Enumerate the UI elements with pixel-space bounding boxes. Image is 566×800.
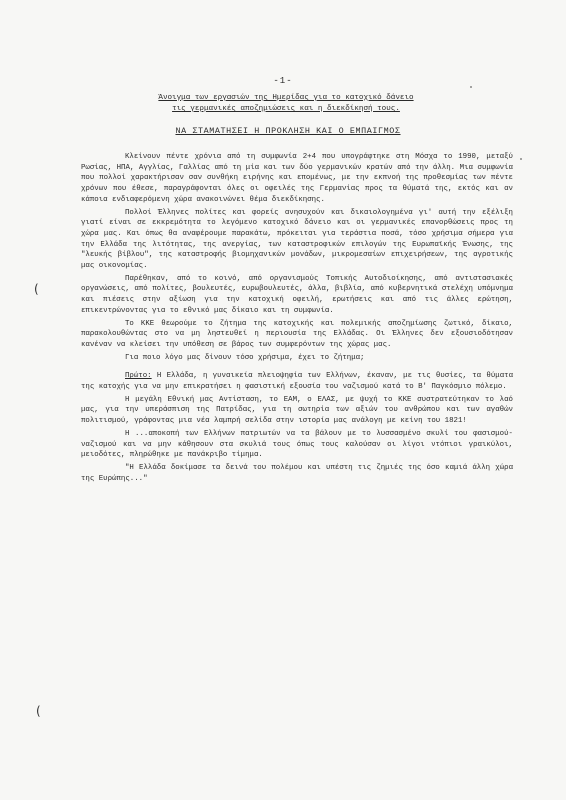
margin-bracket-mark: ( (36, 704, 41, 718)
document-subtitle: ΝΑ ΣΤΑΜΑΤΗΣΕΙ Η ΠΡΟΚΛΗΣΗ ΚΑΙ Ο ΕΜΠΑΙΓΜΟΣ (175, 126, 401, 136)
paragraph: Η ...αποκοπή των Ελλήνων πατριωτών να τα βάλουν με το λυσσασμένο σκυλί του φασισμού-ναζισμού και να μην κάθησουν στα σκυλιά τους όπως τους καλούσαν οι λίγοι ντόπιοι γραικύλοι, μειοδότες, πληρώθηκε με πανάκριβο τίμημα. (81, 429, 513, 460)
paragraph: Το ΚΚΕ θεωρούμε το ζήτημα της κατοχικής και πολεμικής αποζημίωσης ζωτικό, δίκαιο, παρακολουθώντας στο να μη ληστευθεί η περιουσία της Ελλάδας. Οι Έλληνες δεν εξουσιοδότησαν κανέναν να κλείσει την υπόθεση σε βάρος των συμφερόντων της χώρας μας. (81, 319, 513, 349)
paragraph: Η μεγάλη Εθνική μας Αντίσταση, το ΕΑΜ, ο ΕΛΑΣ, με ψυχή το ΚΚΕ συστρατεύτηκαν το λαό μας, για την υπεράσπιση της Πατρίδας, για τη σωτηρία των αξιών του ανθρώπου και των αγαθών πολιτισμού, γράφοντας μια νέα λαμπρή σελίδα στην ιστορία μας ανάλογη με κείνη του 1821! (81, 395, 513, 426)
paragraph: Πολλοί Έλληνες πολίτες και φορείς ανησυχούν και δικαιολογημένα γι' αυτή την εξέλιξη γιατί είναι σε εκκρεμότητα το λεγόμενο κατοχικό δάνειο και οι γερμανικές επανορθώσεις προς τη χώρα μας. Και όπως θα αναφέρουμε παρακάτω, πρόκειται για τεράστια ποσά, τόσο χρήσιμα σήμερα για την Ελλάδα της λιτότητας, της ανεργίας, των καταστροφικών επιλογών της Ευρωπαϊκής Ένωσης, της "λευκής βίβλου", της καταστροφής βιομηχανικών μονάδων, μικρομεσαίων επιχειρήσεων, της αγροτικής μας οικονομίας. (81, 208, 513, 271)
paragraph (81, 371, 513, 392)
margin-bracket-mark: ( (34, 282, 39, 296)
document-body (81, 152, 513, 486)
paragraph: "Η Ελλάδα δοκίμασε τα δεινά του πολέμου και υπέστη τις ζημιές της όσο καμιά άλλη χώρα της Ευρώπης..." (81, 463, 513, 483)
header-line: Άνοιγμα των εργασιών της Ημερίδας για το κατοχικό δάνειο (158, 94, 414, 102)
paragraph: Για ποιο λόγο μας δίνουν τόσο χρήσιμα, έχει το ζήτημα; (125, 353, 365, 362)
paragraph-rest: Η Ελλάδα, η γυναικεία πλειοψηφία των Ελλήνων, έκαναν, με τις θυσίες, τα θύματα της κατοχής για να μην επικρατήσει η φασιστική εξουσία του ναζισμού κατά το Β' Παγκόσμιο πόλεμο. (81, 372, 513, 392)
header-line: τις γερμανικές αποζημιώσεις και η διεκδίκησή τους. (172, 105, 400, 113)
underlined-lead: Πρώτο: (125, 372, 152, 381)
scan-speck (470, 86, 472, 88)
paragraph: Κλείνουν πέντε χρόνια από τη συμφωνία 2+4 που υπογράφτηκε στη Μόσχα το 1990, μεταξύ Ρωσίας, ΗΠΑ, Αγγλίας, Γαλλίας από τη μία και των δύο γερμανικών κρατών από την άλλη. Μια συμφωνία που πολλοί χαρακτήρισαν σαν συνθήκη ειρήνης και επομένως, με την εκπνοή της προθεσμίας των πέντε χρόνων που έθεσε, παραγράφονται όλες οι οφειλές της Γερμανίας προς τα θύματά της, εκτός και αν κάποια ενδιαφερόμενη χώρα ανακοινώνει θέμα διεκδίκησης. (81, 153, 513, 204)
document-header (100, 93, 472, 115)
page-number: -1- (273, 76, 293, 86)
paragraph: Παρέθηκαν, από το κοινό, από οργανισμούς Τοπικής Αυτοδιοίκησης, από αντιστασιακές οργανώσεις, από πολίτες, βουλευτές, ευρωβουλευτές, άλλα, βιβλία, από κυβερνητικά στελέχη υπόμνημα και πιέσεις στην αξίωση για την κατοχική οφειλή, ερωτήσεις και από τις άλλες ερώτηση, επικεντρώνοντας για το εθνικό μας δίκαιο και τη συμφωνία. (81, 274, 513, 315)
scan-speck (520, 158, 522, 160)
